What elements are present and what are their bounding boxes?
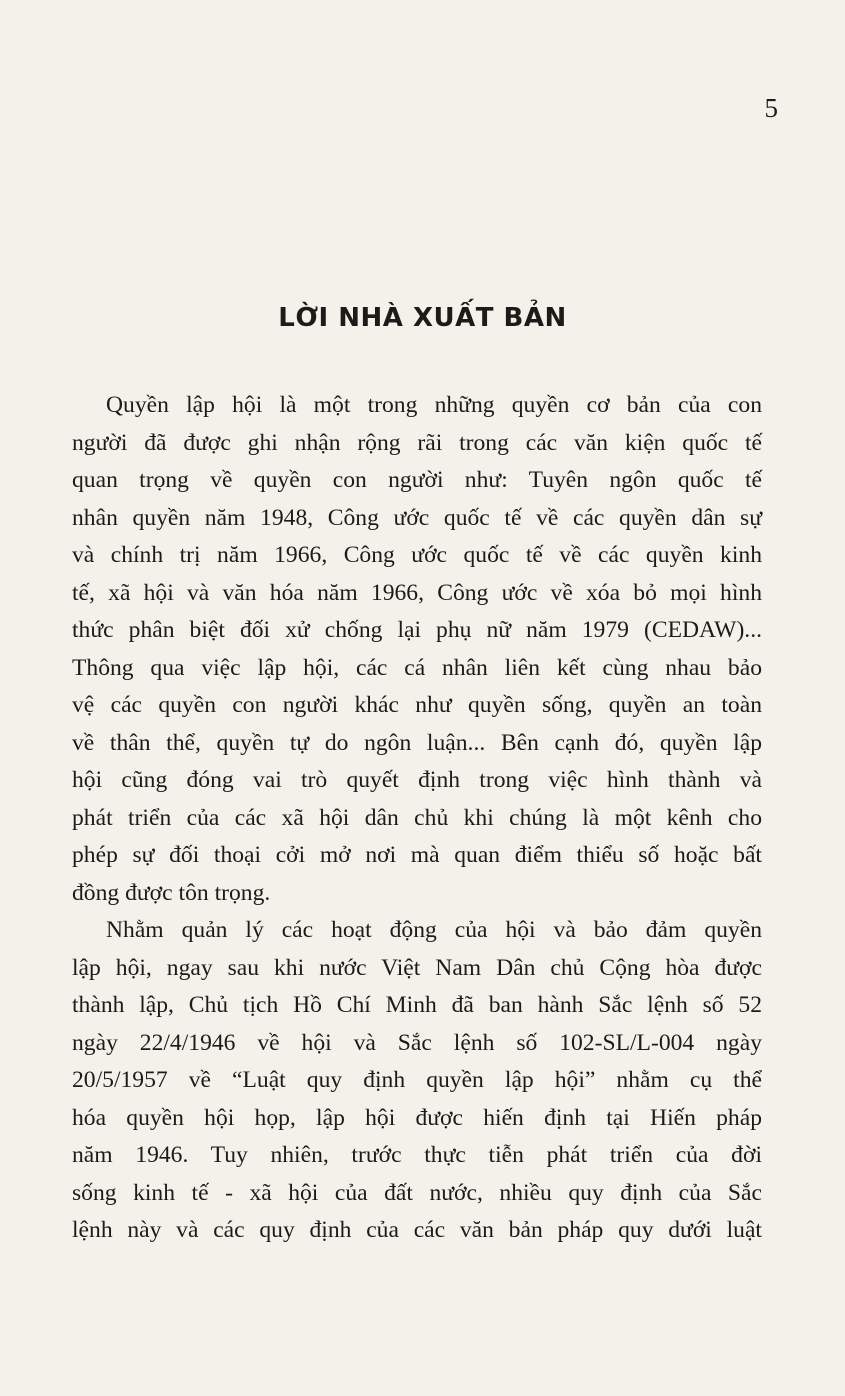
body-text xyxy=(72,387,762,1250)
page-heading: LỜI NHÀ XUẤT BẢN xyxy=(278,303,567,333)
text-line: lệnh này và các quy định của các văn bản pháp quy dưới luật xyxy=(72,1217,762,1243)
text-line: 20/5/1957 về “Luật quy định quyền lập hội” nhằm cụ thể xyxy=(72,1067,762,1093)
text-line: vệ các quyền con người khác như quyền sống, quyền an toàn xyxy=(72,692,762,718)
text-line: hóa quyền hội họp, lập hội được hiến định tại Hiến pháp xyxy=(72,1104,762,1131)
text-line: và chính trị năm 1966, Công ước quốc tế về các quyền kinh xyxy=(72,542,762,568)
text-line: Thông qua việc lập hội, các cá nhân liên kết cùng nhau bảo xyxy=(72,654,762,681)
text-line: hội cũng đóng vai trò quyết định trong việc hình thành và xyxy=(72,767,762,793)
text-line: thức phân biệt đối xử chống lại phụ nữ năm 1979 (CEDAW)... xyxy=(72,617,762,643)
page-number: 5 xyxy=(764,93,778,123)
text-line: Quyền lập hội là một trong những quyền cơ bản của con xyxy=(106,392,762,418)
text-line: về thân thể, quyền tự do ngôn luận... Bên cạnh đó, quyền lập xyxy=(72,729,762,756)
text-line: ngày 22/4/1946 về hội và Sắc lệnh số 102-SL/L-004 ngày xyxy=(72,1029,762,1056)
text-line: người đã được ghi nhận rộng rãi trong các văn kiện quốc tế xyxy=(72,429,762,456)
text-line: thành lập, Chủ tịch Hồ Chí Minh đã ban hành Sắc lệnh số 52 xyxy=(72,992,762,1018)
text-line: phát triển của các xã hội dân chủ khi chúng là một kênh cho xyxy=(72,804,762,831)
paragraph-2 xyxy=(72,912,762,1250)
text-line: phép sự đối thoại cởi mở nơi mà quan điểm thiểu số hoặc bất xyxy=(72,842,762,868)
text-line: sống kinh tế - xã hội của đất nước, nhiều quy định của Sắc xyxy=(72,1179,762,1206)
text-line: nhân quyền năm 1948, Công ước quốc tế về các quyền dân sự xyxy=(72,504,762,531)
text-line: tế, xã hội và văn hóa năm 1966, Công ước về xóa bỏ mọi hình xyxy=(72,579,762,606)
paragraph-1 xyxy=(72,387,762,912)
text-line: quan trọng về quyền con người như: Tuyên ngôn quốc tế xyxy=(72,467,762,493)
text-line: lập hội, ngay sau khi nước Việt Nam Dân chủ Cộng hòa được xyxy=(72,954,762,981)
text-line: đồng được tôn trọng. xyxy=(72,879,271,906)
text-line: năm 1946. Tuy nhiên, trước thực tiễn phát triển của đời xyxy=(72,1142,762,1168)
text-line: Nhằm quản lý các hoạt động của hội và bảo đảm quyền xyxy=(106,917,762,943)
